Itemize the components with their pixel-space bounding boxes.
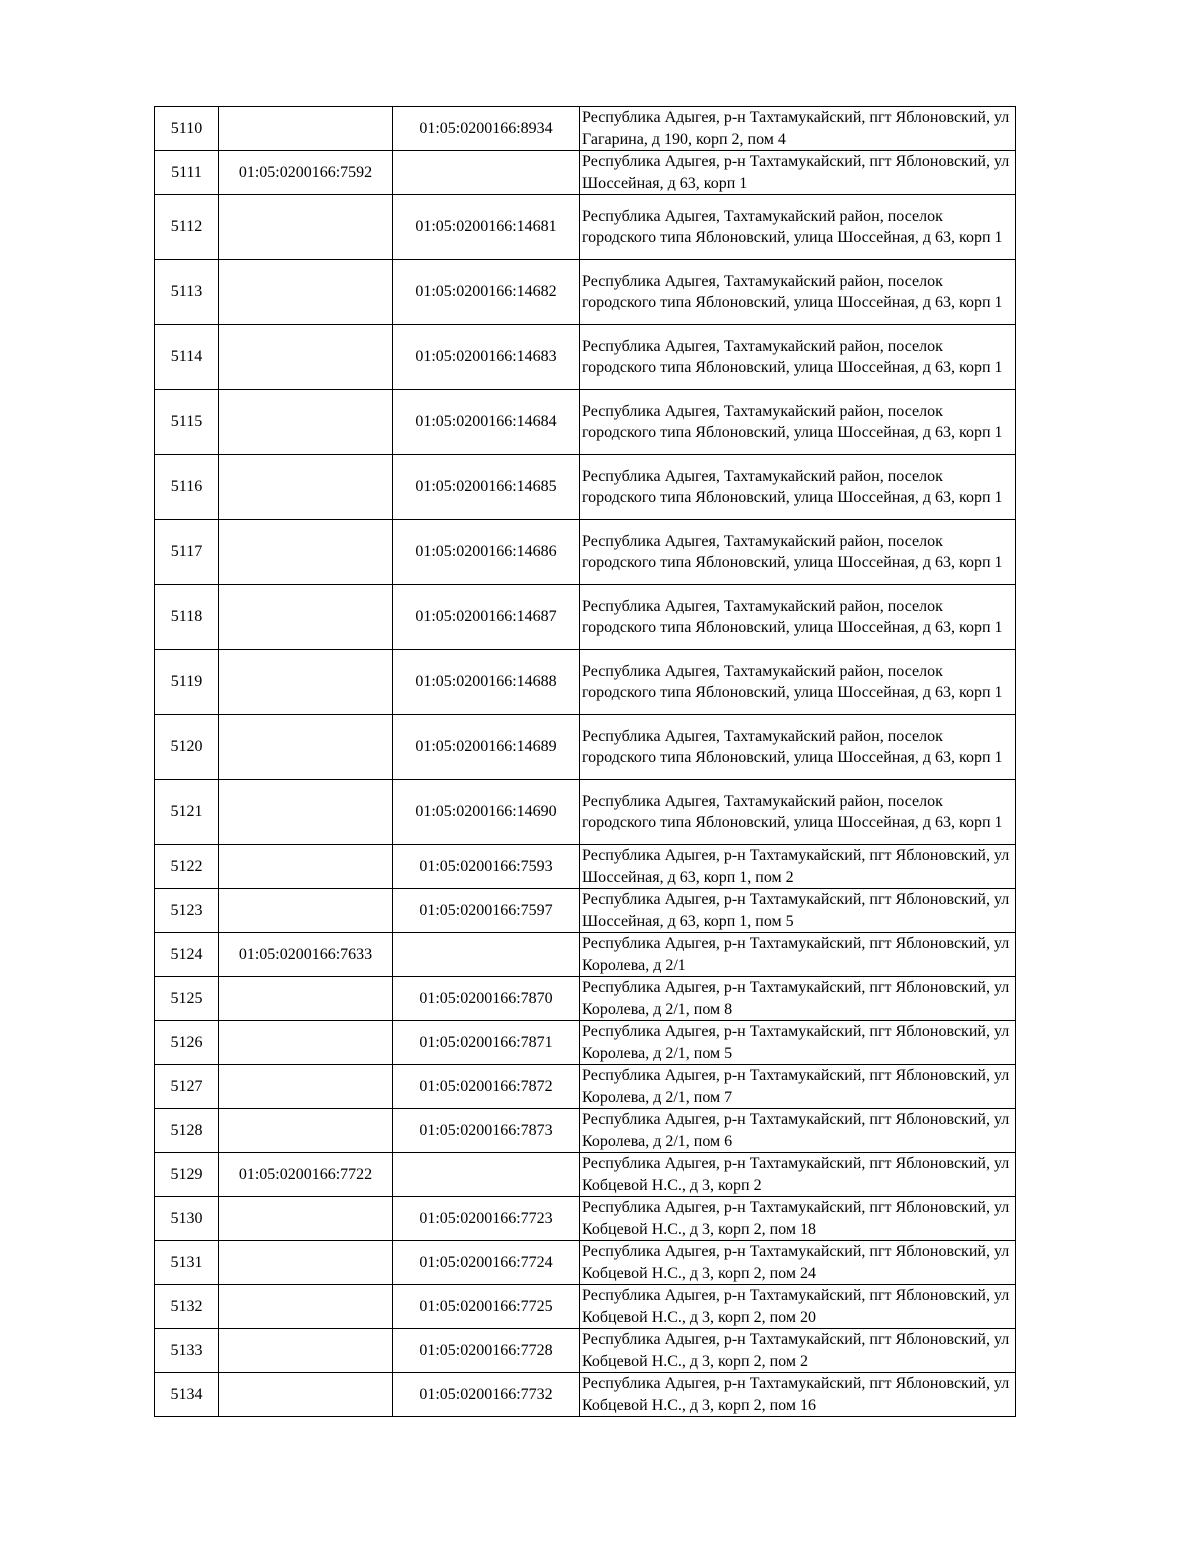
cadastral-number: 01:05:0200166:7872 xyxy=(393,1065,580,1109)
address: Республика Адыгея, р-н Тахтамукайский, пгт Яблоновский, ул Кобцевой Н.С., д 3, корп 2, пом 24 xyxy=(580,1241,1016,1285)
cadastral-number: 01:05:0200166:7870 xyxy=(393,977,580,1021)
parent-cadastral-number xyxy=(219,195,393,260)
parent-cadastral-number xyxy=(219,977,393,1021)
cadastral-number: 01:05:0200166:14683 xyxy=(393,325,580,390)
address: Республика Адыгея, р-н Тахтамукайский, пгт Яблоновский, ул Кобцевой Н.С., д 3, корп 2, пом 20 xyxy=(580,1285,1016,1329)
row-number: 5115 xyxy=(155,390,219,455)
row-number: 5110 xyxy=(155,107,219,151)
row-number: 5112 xyxy=(155,195,219,260)
table-body xyxy=(155,107,1016,1417)
parent-cadastral-number xyxy=(219,1329,393,1373)
table-row xyxy=(155,1373,1016,1417)
cadastral-number: 01:05:0200166:7732 xyxy=(393,1373,580,1417)
table-row xyxy=(155,1285,1016,1329)
table-row xyxy=(155,107,1016,151)
cadastral-number: 01:05:0200166:14684 xyxy=(393,390,580,455)
parent-cadastral-number xyxy=(219,1021,393,1065)
address: Республика Адыгея, Тахтамукайский район, поселок городского типа Яблоновский, улица Шоссейная, д 63, корп 1 xyxy=(580,715,1016,780)
parent-cadastral-number xyxy=(219,715,393,780)
cadastral-number: 01:05:0200166:14687 xyxy=(393,585,580,650)
table-row xyxy=(155,715,1016,780)
row-number: 5113 xyxy=(155,260,219,325)
address: Республика Адыгея, р-н Тахтамукайский, пгт Яблоновский, ул Королева, д 2/1, пом 5 xyxy=(580,1021,1016,1065)
parent-cadastral-number: 01:05:0200166:7592 xyxy=(219,151,393,195)
table-row xyxy=(155,520,1016,585)
table-row xyxy=(155,1153,1016,1197)
address: Республика Адыгея, р-н Тахтамукайский, пгт Яблоновский, ул Королева, д 2/1, пом 8 xyxy=(580,977,1016,1021)
address: Республика Адыгея, р-н Тахтамукайский, пгт Яблоновский, ул Королева, д 2/1 xyxy=(580,933,1016,977)
parent-cadastral-number xyxy=(219,889,393,933)
cadastral-number xyxy=(393,1153,580,1197)
table-row xyxy=(155,780,1016,845)
row-number: 5119 xyxy=(155,650,219,715)
parent-cadastral-number xyxy=(219,1373,393,1417)
parent-cadastral-number xyxy=(219,520,393,585)
address: Республика Адыгея, Тахтамукайский район, поселок городского типа Яблоновский, улица Шоссейная, д 63, корп 1 xyxy=(580,780,1016,845)
table-row xyxy=(155,1197,1016,1241)
table-row xyxy=(155,1329,1016,1373)
table-row xyxy=(155,585,1016,650)
row-number: 5125 xyxy=(155,977,219,1021)
parent-cadastral-number xyxy=(219,390,393,455)
table-row xyxy=(155,1241,1016,1285)
address: Республика Адыгея, р-н Тахтамукайский, пгт Яблоновский, ул Королева, д 2/1, пом 6 xyxy=(580,1109,1016,1153)
row-number: 5132 xyxy=(155,1285,219,1329)
address: Республика Адыгея, р-н Тахтамукайский, пгт Яблоновский, ул Кобцевой Н.С., д 3, корп 2, пом 2 xyxy=(580,1329,1016,1373)
parent-cadastral-number: 01:05:0200166:7633 xyxy=(219,933,393,977)
row-number: 5122 xyxy=(155,845,219,889)
cadastral-number: 01:05:0200166:14685 xyxy=(393,455,580,520)
address: Республика Адыгея, Тахтамукайский район, поселок городского типа Яблоновский, улица Шоссейная, д 63, корп 1 xyxy=(580,650,1016,715)
cadastral-number: 01:05:0200166:14689 xyxy=(393,715,580,780)
parent-cadastral-number xyxy=(219,1109,393,1153)
parent-cadastral-number: 01:05:0200166:7722 xyxy=(219,1153,393,1197)
address: Республика Адыгея, р-н Тахтамукайский, пгт Яблоновский, ул Шоссейная, д 63, корп 1 xyxy=(580,151,1016,195)
address: Республика Адыгея, Тахтамукайский район, поселок городского типа Яблоновский, улица Шоссейная, д 63, корп 1 xyxy=(580,260,1016,325)
parent-cadastral-number xyxy=(219,585,393,650)
row-number: 5118 xyxy=(155,585,219,650)
table-row xyxy=(155,151,1016,195)
parent-cadastral-number xyxy=(219,455,393,520)
address: Республика Адыгея, Тахтамукайский район, поселок городского типа Яблоновский, улица Шоссейная, д 63, корп 1 xyxy=(580,195,1016,260)
parent-cadastral-number xyxy=(219,325,393,390)
row-number: 5111 xyxy=(155,151,219,195)
table-row xyxy=(155,889,1016,933)
row-number: 5129 xyxy=(155,1153,219,1197)
row-number: 5114 xyxy=(155,325,219,390)
table-row xyxy=(155,260,1016,325)
address: Республика Адыгея, р-н Тахтамукайский, пгт Яблоновский, ул Кобцевой Н.С., д 3, корп 2, пом 16 xyxy=(580,1373,1016,1417)
row-number: 5131 xyxy=(155,1241,219,1285)
cadastral-number: 01:05:0200166:14681 xyxy=(393,195,580,260)
address: Республика Адыгея, Тахтамукайский район, поселок городского типа Яблоновский, улица Шоссейная, д 63, корп 1 xyxy=(580,325,1016,390)
row-number: 5133 xyxy=(155,1329,219,1373)
row-number: 5134 xyxy=(155,1373,219,1417)
row-number: 5117 xyxy=(155,520,219,585)
cadastral-number: 01:05:0200166:7597 xyxy=(393,889,580,933)
row-number: 5116 xyxy=(155,455,219,520)
address: Республика Адыгея, Тахтамукайский район, поселок городского типа Яблоновский, улица Шоссейная, д 63, корп 1 xyxy=(580,390,1016,455)
address: Республика Адыгея, Тахтамукайский район, поселок городского типа Яблоновский, улица Шоссейная, д 63, корп 1 xyxy=(580,455,1016,520)
cadastral-number: 01:05:0200166:14688 xyxy=(393,650,580,715)
row-number: 5127 xyxy=(155,1065,219,1109)
row-number: 5123 xyxy=(155,889,219,933)
table-row xyxy=(155,325,1016,390)
cadastral-number xyxy=(393,933,580,977)
parent-cadastral-number xyxy=(219,1285,393,1329)
table-row xyxy=(155,1021,1016,1065)
parent-cadastral-number xyxy=(219,1241,393,1285)
cadastral-number: 01:05:0200166:14682 xyxy=(393,260,580,325)
address: Республика Адыгея, р-н Тахтамукайский, пгт Яблоновский, ул Кобцевой Н.С., д 3, корп 2 xyxy=(580,1153,1016,1197)
row-number: 5124 xyxy=(155,933,219,977)
address: Республика Адыгея, р-н Тахтамукайский, пгт Яблоновский, ул Королева, д 2/1, пом 7 xyxy=(580,1065,1016,1109)
cadastral-number: 01:05:0200166:7873 xyxy=(393,1109,580,1153)
cadastral-number: 01:05:0200166:7724 xyxy=(393,1241,580,1285)
row-number: 5130 xyxy=(155,1197,219,1241)
row-number: 5126 xyxy=(155,1021,219,1065)
parent-cadastral-number xyxy=(219,260,393,325)
parent-cadastral-number xyxy=(219,650,393,715)
cadastral-number: 01:05:0200166:7723 xyxy=(393,1197,580,1241)
cadastral-number: 01:05:0200166:7593 xyxy=(393,845,580,889)
table-row xyxy=(155,977,1016,1021)
parent-cadastral-number xyxy=(219,1065,393,1109)
address: Республика Адыгея, р-н Тахтамукайский, пгт Яблоновский, ул Гагарина, д 190, корп 2, пом 4 xyxy=(580,107,1016,151)
table-row xyxy=(155,650,1016,715)
row-number: 5121 xyxy=(155,780,219,845)
parent-cadastral-number xyxy=(219,1197,393,1241)
cadastral-number: 01:05:0200166:7871 xyxy=(393,1021,580,1065)
table-row xyxy=(155,455,1016,520)
cadastral-number xyxy=(393,151,580,195)
cadastral-number: 01:05:0200166:14686 xyxy=(393,520,580,585)
table-row xyxy=(155,933,1016,977)
address: Республика Адыгея, Тахтамукайский район, поселок городского типа Яблоновский, улица Шоссейная, д 63, корп 1 xyxy=(580,520,1016,585)
parent-cadastral-number xyxy=(219,845,393,889)
table-row xyxy=(155,1065,1016,1109)
cadastral-table xyxy=(154,106,1016,1417)
table-row xyxy=(155,845,1016,889)
cadastral-number: 01:05:0200166:8934 xyxy=(393,107,580,151)
address: Республика Адыгея, р-н Тахтамукайский, пгт Яблоновский, ул Шоссейная, д 63, корп 1, пом 5 xyxy=(580,889,1016,933)
parent-cadastral-number xyxy=(219,780,393,845)
row-number: 5120 xyxy=(155,715,219,780)
cadastral-number: 01:05:0200166:7728 xyxy=(393,1329,580,1373)
row-number: 5128 xyxy=(155,1109,219,1153)
table-row xyxy=(155,390,1016,455)
address: Республика Адыгея, р-н Тахтамукайский, пгт Яблоновский, ул Шоссейная, д 63, корп 1, пом 2 xyxy=(580,845,1016,889)
parent-cadastral-number xyxy=(219,107,393,151)
address: Республика Адыгея, Тахтамукайский район, поселок городского типа Яблоновский, улица Шоссейная, д 63, корп 1 xyxy=(580,585,1016,650)
cadastral-number: 01:05:0200166:7725 xyxy=(393,1285,580,1329)
cadastral-number: 01:05:0200166:14690 xyxy=(393,780,580,845)
address: Республика Адыгея, р-н Тахтамукайский, пгт Яблоновский, ул Кобцевой Н.С., д 3, корп 2, пом 18 xyxy=(580,1197,1016,1241)
table-row xyxy=(155,1109,1016,1153)
table-row xyxy=(155,195,1016,260)
